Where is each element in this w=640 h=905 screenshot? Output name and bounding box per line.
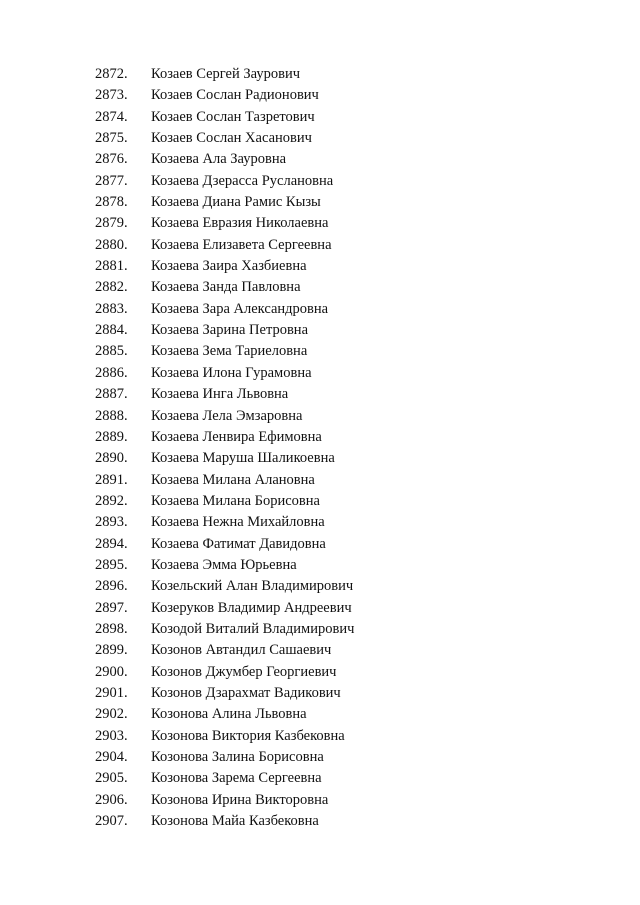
entry-name: Козаева Милана Алановна <box>151 471 315 488</box>
entry-name: Козонов Автандил Сашаевич <box>151 642 332 659</box>
entry-name: Козаева Маруша Шаликоевна <box>151 450 335 467</box>
list-item <box>95 277 354 298</box>
entry-name: Козонова Ирина Викторовна <box>151 791 329 808</box>
entry-name: Козаева Нежна Михайловна <box>151 514 325 531</box>
entry-name: Козонова Алина Львовна <box>151 706 307 723</box>
entry-number: 2882. <box>95 279 128 296</box>
entry-name: Козонова Залина Борисовна <box>151 749 324 765</box>
list-item <box>95 341 354 362</box>
entry-name: Козодой Виталий Владимирович <box>151 620 355 637</box>
list-item <box>95 406 354 427</box>
entry-name: Козаева Ленвира Ефимовна <box>151 428 322 445</box>
list-item <box>95 235 354 256</box>
list-item <box>95 534 354 555</box>
entry-name: Козонов Дзарахмат Вадикович <box>151 684 341 701</box>
list-item <box>95 512 354 533</box>
entry-name: Козаева Илона Гурамовна <box>151 364 312 381</box>
entry-number: 2902. <box>95 706 128 723</box>
entry-number: 2888. <box>95 407 128 424</box>
list-item <box>95 768 354 789</box>
entry-number: 2886. <box>95 364 128 381</box>
entry-name: Козаева Фатимат Давидовна <box>151 535 326 552</box>
entry-name: Козаева Елизавета Сергеевна <box>151 236 332 253</box>
list-item <box>95 299 354 320</box>
list-item <box>95 811 354 832</box>
entry-name: Козаева Милана Борисовна <box>151 492 320 509</box>
list-item <box>95 384 354 405</box>
entry-name: Козаев Сослан Радионович <box>151 87 319 104</box>
list-item <box>95 555 354 576</box>
list-item <box>95 85 354 106</box>
entry-number: 2883. <box>95 300 128 317</box>
entry-number: 2901. <box>95 684 128 701</box>
entry-name: Козонов Джумбер Георгиевич <box>151 663 337 680</box>
list-item <box>95 192 354 213</box>
entry-number: 2893. <box>95 514 128 531</box>
entry-name: Козаева Ала Зауровна <box>151 151 287 168</box>
entry-name: Козаев Сослан Хасанович <box>151 130 312 147</box>
entry-name: Козаева Евразия Николаевна <box>151 215 329 232</box>
entry-number: 2884. <box>95 322 128 339</box>
entry-number: 2889. <box>95 428 128 445</box>
entry-number: 2887. <box>95 386 128 403</box>
entry-name: Козаева Инга Львовна <box>151 386 289 403</box>
entry-number: 2878. <box>95 194 128 211</box>
entry-number: 2891. <box>95 471 128 488</box>
entry-number: 2907. <box>95 813 128 830</box>
entry-number: 2876. <box>95 151 128 168</box>
entry-name: Козонова Виктория Казбековна <box>151 727 345 744</box>
entry-number: 2906. <box>95 791 128 808</box>
list-item <box>95 790 354 811</box>
entry-number: 2890. <box>95 450 128 467</box>
list-item <box>95 662 354 683</box>
entry-number: 2899. <box>95 642 128 659</box>
entry-number: 2872. <box>95 66 128 82</box>
list-item <box>95 491 354 512</box>
list-item <box>95 619 354 640</box>
entry-number: 2879. <box>95 215 128 232</box>
list-item <box>95 448 354 469</box>
list-item <box>95 363 354 384</box>
entry-number: 2881. <box>95 258 128 275</box>
entry-number: 2875. <box>95 130 128 147</box>
entry-name: Козаева Зара Александровна <box>151 300 329 317</box>
entry-number: 2877. <box>95 172 128 189</box>
list-item <box>95 704 354 725</box>
entry-name: Козонова Майа Казбековна <box>151 813 319 830</box>
entry-number: 2896. <box>95 578 128 595</box>
entry-number: 2880. <box>95 236 128 253</box>
entry-number: 2905. <box>95 770 128 787</box>
entry-number: 2894. <box>95 535 128 552</box>
entry-number: 2900. <box>95 663 128 680</box>
list-item <box>95 107 354 128</box>
entry-number: 2904. <box>95 749 128 765</box>
entry-number: 2897. <box>95 599 128 616</box>
entry-name: Козеруков Владимир Андреевич <box>151 599 352 616</box>
list-item <box>95 171 354 192</box>
list-item <box>95 213 354 234</box>
list-item <box>95 320 354 341</box>
list-item <box>95 64 354 85</box>
entry-name: Козаева Эмма Юрьевна <box>151 556 297 573</box>
entry-name: Козаева Зарина Петровна <box>151 322 309 339</box>
entry-name: Козаева Лела Эмзаровна <box>151 407 303 424</box>
entry-name: Козаев Сослан Тазретович <box>151 108 315 125</box>
entry-number: 2903. <box>95 727 128 744</box>
list-item <box>95 683 354 704</box>
list-item <box>95 128 354 149</box>
entry-number: 2885. <box>95 343 128 360</box>
list-item <box>95 427 354 448</box>
list-item <box>95 747 354 768</box>
list-item <box>95 470 354 491</box>
entry-number: 2874. <box>95 108 128 125</box>
list-item <box>95 640 354 661</box>
entry-name: Козаева Зема Тариеловна <box>151 343 308 360</box>
entry-name: Козаев Сергей Заурович <box>151 66 300 82</box>
entry-number: 2895. <box>95 556 128 573</box>
list-item <box>95 576 354 597</box>
entry-number: 2892. <box>95 492 128 509</box>
entry-name: Козельский Алан Владимирович <box>151 578 354 595</box>
entry-name: Козаева Занда Павловна <box>151 279 301 296</box>
list-item <box>95 726 354 747</box>
entry-name: Козаева Диана Рамис Кызы <box>151 194 321 211</box>
entry-name: Козонова Зарема Сергеевна <box>151 770 322 787</box>
entry-number: 2898. <box>95 620 128 637</box>
entry-number: 2873. <box>95 87 128 104</box>
entry-name: Козаева Дзерасса Руслановна <box>151 172 334 189</box>
list-item <box>95 598 354 619</box>
entry-name: Козаева Заира Хазбиевна <box>151 258 307 275</box>
list-item <box>95 256 354 277</box>
list-item <box>95 149 354 170</box>
name-list <box>95 64 354 832</box>
